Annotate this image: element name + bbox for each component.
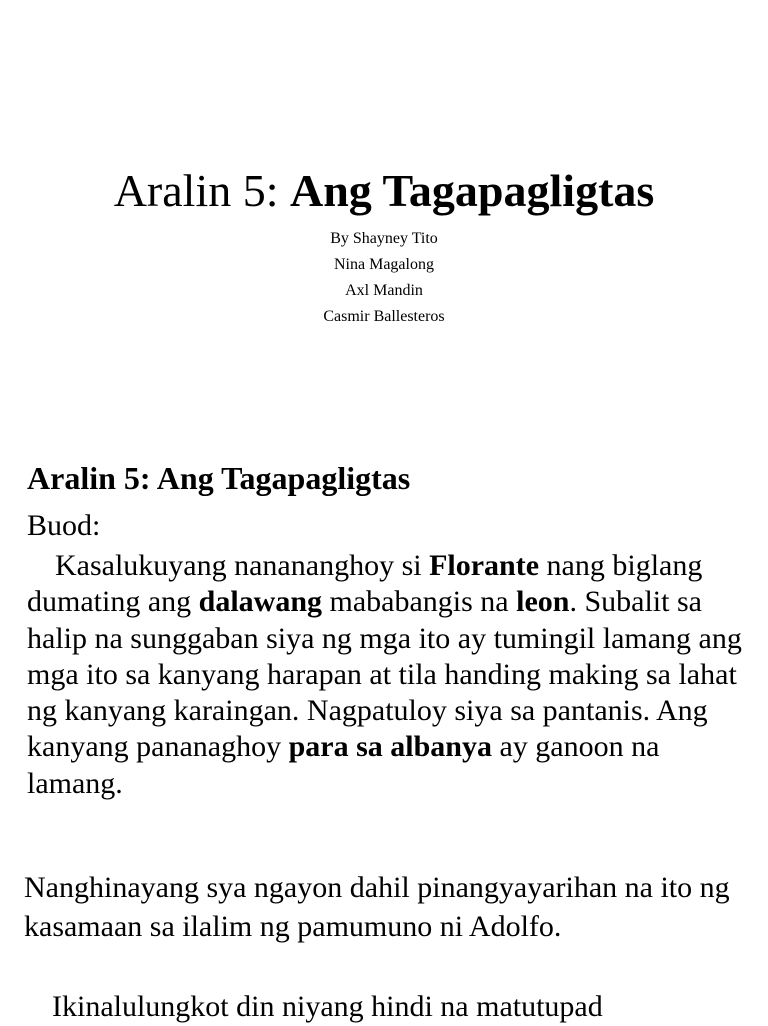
paragraph-text: nang biglang dumating ang <box>27 549 703 619</box>
author-line: Axl Mandin <box>345 282 423 299</box>
slide-title-prefix: Aralin 5: <box>113 165 290 216</box>
content-slide <box>27 458 747 802</box>
author-line: Casmir Ballesteros <box>323 308 445 325</box>
paragraph-bold: para sa albanya <box>288 730 492 764</box>
slide-title-bold: Ang Tagapagligtas <box>290 165 655 216</box>
summary-paragraph <box>27 548 747 802</box>
paragraph-three: Ikinalulungkot din niyang hindi na matutupad <box>52 990 603 1023</box>
author-line: Nina Magalong <box>334 256 434 273</box>
author-list <box>0 226 768 330</box>
paragraph-text: mababangis na <box>322 585 517 619</box>
title-slide <box>0 160 768 330</box>
section-heading: Aralin 5: Ang Tagapagligtas <box>27 460 411 496</box>
paragraph-two: Nanghinayang sya ngayon dahil pinangyayarihan na ito ng kasamaan sa ilalim ng pamumuno ni Adolfo. <box>24 871 730 943</box>
slide-title <box>0 160 768 222</box>
paragraph-text: Kasalukuyang nanananghoy si <box>55 549 430 582</box>
paragraph-bold: dalawang <box>198 585 323 619</box>
paragraph-text: ay ganoon na lamang. <box>27 730 660 800</box>
summary-label: Buod: <box>27 509 101 542</box>
paragraph-bold: leon <box>516 585 570 619</box>
paragraph-text: . Subalit sa halip na sunggaban siya ng mga ito ay tumingil lamang ang mga ito sa kanyang harapan at tila handing making sa lahat ng kanyang karaingan. Nagpatuloy siya sa pantanis. Ang kanyang pananaghoy <box>27 585 742 764</box>
author-line: By Shayney Tito <box>330 230 438 247</box>
paragraph-bold: Florante <box>429 549 540 582</box>
